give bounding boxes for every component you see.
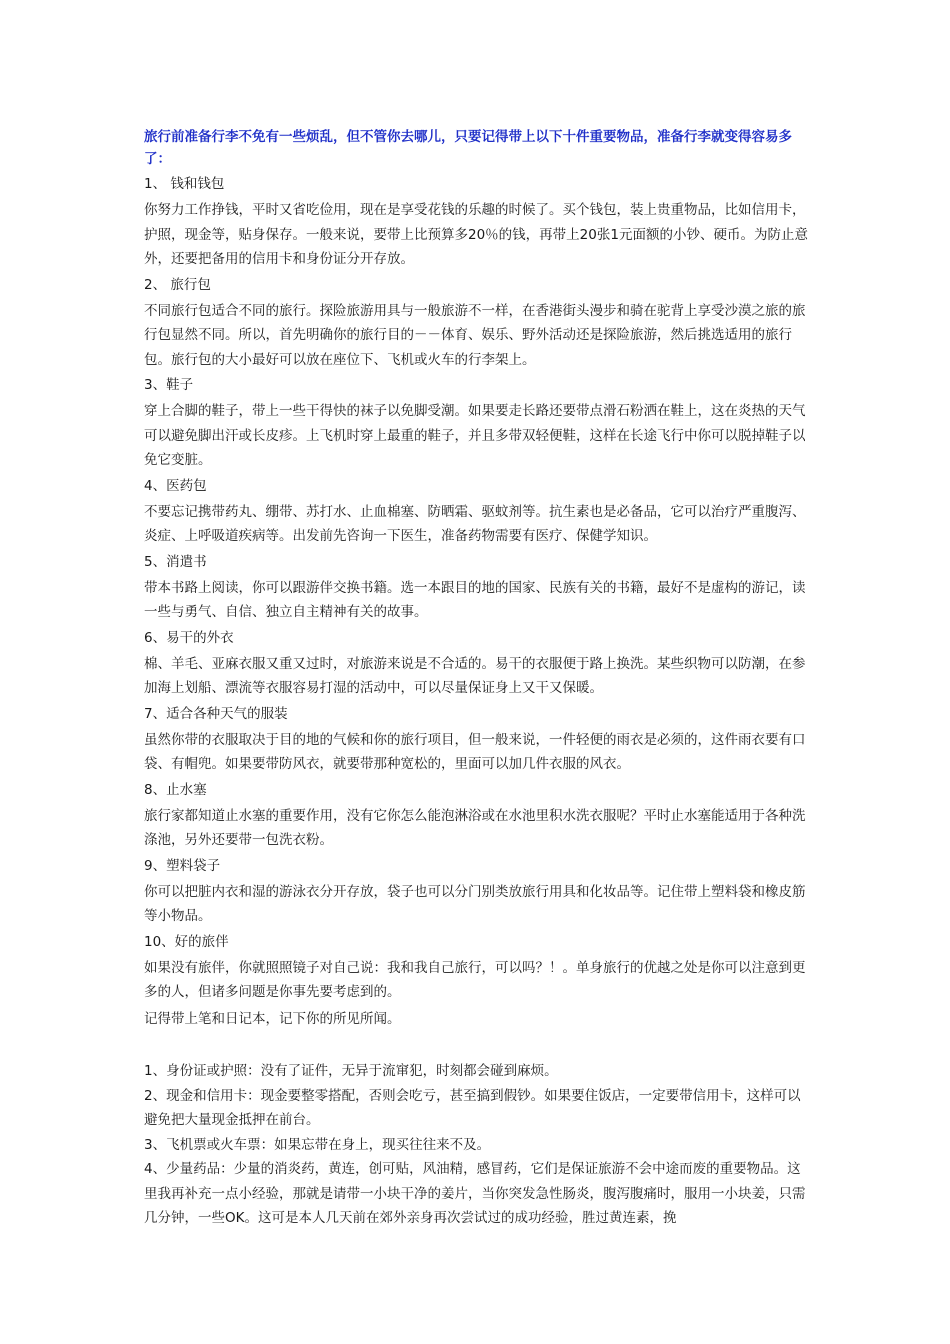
intro-text: 旅行前准备行李不免有一些烦乱，但不管你去哪儿，只要记得带上以下十件重要物品，准备行李就变得容易多了： — [144, 129, 792, 167]
item-heading: 4、医药包 — [144, 477, 207, 494]
essentials-entry: 2、现金和信用卡：现金要整零搭配，否则会吃亏，甚至搞到假钞。如果要住饭店，一定要带信用卡，这样可以避免把大量现金抵押在前台。 — [144, 1087, 801, 1128]
item-heading: 1、 钱和钱包 — [144, 176, 225, 192]
item-heading: 7、适合各种天气的服装 — [144, 705, 288, 722]
closing-text: 记得带上笔和日记本，记下你的所见所闻。 — [144, 1010, 401, 1027]
item-body: 虽然你带的衣服取决于目的地的气候和你的旅行项目，但一般来说，一件轻便的雨衣是必须的，这件雨衣要有口袋、有帽兜。如果要带防风衣，就要带那种宽松的，里面可以加几件衣服的风衣。 — [144, 731, 806, 772]
item-body: 不要忘记携带药丸、绷带、苏打水、止血棉塞、防晒霜、驱蚊剂等。抗生素也是必备品，它可以治疗严重腹泻、炎症、上呼吸道疾病等。出发前先咨询一下医生，准备药物需要有医疗、保健学知识。 — [144, 503, 806, 544]
item-body: 穿上合脚的鞋子，带上一些干得快的袜子以免脚受潮。如果要走长路还要带点滑石粉洒在鞋上，这在炎热的天气可以避免脚出汗或长皮疹。上飞机时穿上最重的鞋子，并且多带双轻便鞋，这样在长途飞行中你可以脱掉鞋子以免它变脏。 — [144, 403, 806, 468]
essentials-entry: 1、身份证或护照：没有了证件，无异于流窜犯，时刻都会碰到麻烦。 — [144, 1063, 558, 1079]
item-body: 你可以把脏内衣和湿的游泳衣分开存放，袋子也可以分门别类放旅行用具和化妆品等。记住带上塑料袋和橡皮筋等小物品。 — [144, 883, 806, 924]
item-body: 如果没有旅伴，你就照照镜子对自己说：我和我自己旅行，可以吗？！。单身旅行的优越之处是你可以注意到更多的人，但诸多问题是你事先要考虑到的。 — [144, 959, 806, 1000]
essentials-list — [144, 1059, 808, 1231]
item-heading: 3、鞋子 — [144, 377, 194, 393]
essentials-entry: 4、少量药品：少量的消炎药，黄连，创可贴，风油精，感冒药，它们是保证旅游不会中途而废的重要物品。这里我再补充一点小经验，那就是请带一小块干净的姜片，当你突发急性肠炎，腹泻腹痛时，服用一小块姜，只需几分钟，一些OK。这可是本人几天前在郊外亲身再次尝试过的成功经验，胜过黄连素，挽 — [144, 1161, 806, 1226]
item-heading: 6、易干的外衣 — [144, 629, 234, 646]
item-body: 不同旅行包适合不同的旅行。探险旅游用具与一般旅游不一样，在香港街头漫步和骑在驼背上享受沙漠之旅的旅行包显然不同。所以，首先明确你的旅行目的－－体育、娱乐、野外活动还是探险旅游，然后挑选适用的旅行包。旅行包的大小最好可以放在座位下、飞机或火车的行李架上。 — [144, 302, 806, 368]
item-list — [144, 173, 808, 1005]
item-body: 你努力工作挣钱，平时又省吃俭用，现在是享受花钱的乐趣的时候了。买个钱包，装上贵重物品，比如信用卡，护照，现金等，贴身保存。一般来说，要带上比预算多20％的钱，再带上20张1元面额的小钞、硬币。为防止意外，还要把备用的信用卡和身份证分开存放。 — [144, 202, 808, 267]
item-heading: 9、塑料袋子 — [144, 857, 221, 874]
item-body: 旅行家都知道止水塞的重要作用，没有它你怎么能泡淋浴或在水池里积水洗衣服呢？平时止水塞能适用于各种洗涤池，另外还要带一包洗衣粉。 — [144, 807, 806, 848]
document-page — [144, 126, 808, 1231]
item-heading: 2、 旅行包 — [144, 276, 211, 293]
item-heading: 10、好的旅伴 — [144, 933, 229, 950]
item-heading: 8、止水塞 — [144, 781, 207, 798]
item-body: 带本书路上阅读，你可以跟游伴交换书籍。选一本跟目的地的国家、民族有关的书籍，最好不是虚构的游记，读一些与勇气、自信、独立自主精神有关的故事。 — [144, 579, 806, 620]
item-body: 棉、羊毛、亚麻衣服又重又过时，对旅游来说是不合适的。易干的衣服便于路上换洗。某些织物可以防潮，在参加海上划船、漂流等衣服容易打湿的活动中，可以尽量保证身上又干又保暖。 — [144, 655, 806, 696]
item-heading: 5、消遣书 — [144, 553, 207, 570]
essentials-entry: 3、飞机票或火车票：如果忘带在身上，现买往往来不及。 — [144, 1136, 491, 1153]
